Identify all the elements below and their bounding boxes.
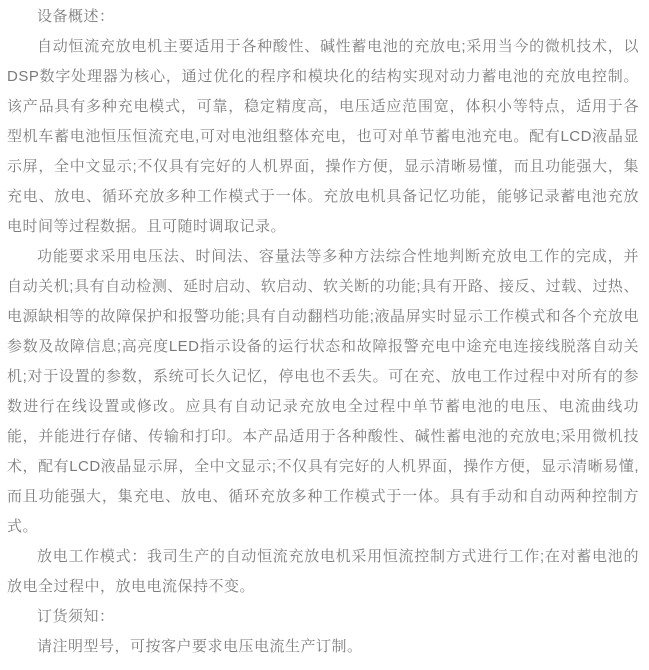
function-requirements-paragraph: 功能要求采用电压法、时间法、容量法等多种方法综合性地判断充放电工作的完成，并自动关机;具有自动检测、延时启动、软启动、软关断的功能;具有开路、接反、过载、过热、电源缺相等的故障保护和报警功能;具有自动翻档功能;液晶屏实时显示工作模式和各个充放电参数及故障信息;高亮度LED指示设备的运行状态和故障报警充电中途充电连接线脱落自动关机;对于设置的参数，系统可长久记忆，停电也不丢失。可在充、放电工作过程中对所有的参数进行在线设置或修改。应具有自动记录充放电全过程中单节蓄电池的电压、电流曲线功能，并能进行存储、传输和打印。本产品适用于各种酸性、碱性蓄电池的充放电;采用微机技术，配有LCD液晶显示屏，全中文显示;不仅具有完好的人机界面，操作方便，显示清晰易懂,而且功能强大，集充电、放电、循环充放多种工作模式于一体。具有手动和自动两种控制方式。 bbox=[7, 248, 639, 535]
order-notice-paragraph: 请注明型号，可按客户要求电压电流生产订制。 bbox=[37, 638, 363, 655]
overview-heading: 设备概述： bbox=[37, 8, 115, 25]
discharge-mode-paragraph: 放电工作模式：我司生产的自动恒流充放电机采用恒流控制方式进行工作;在对蓄电池的放电全过程中，放电电流保持不变。 bbox=[7, 548, 639, 595]
order-notice-heading: 订货须知： bbox=[37, 608, 115, 625]
overview-paragraph: 自动恒流充放电机主要适用于各种酸性、碱性蓄电池的充放电;采用当今的微机技术，以DSP数字处理器为核心，通过优化的程序和模块化的结构实现对动力蓄电池的充放电控制。该产品具有多种充电模式，可靠，稳定精度高，电压适应范围宽，体积小等特点，适用于各型机车蓄电池恒压恒流充电,可对电池组整体充电，也可对单节蓄电池充电。配有LCD液晶显示屏，全中文显示;不仅具有完好的人机界面，操作方便，显示清晰易懂，而且功能强大，集充电、放电、循环充放多种工作模式于一体。充放电机具备记忆功能，能够记录蓄电池充放电时间等过程数据。且可随时调取记录。 bbox=[7, 38, 639, 235]
